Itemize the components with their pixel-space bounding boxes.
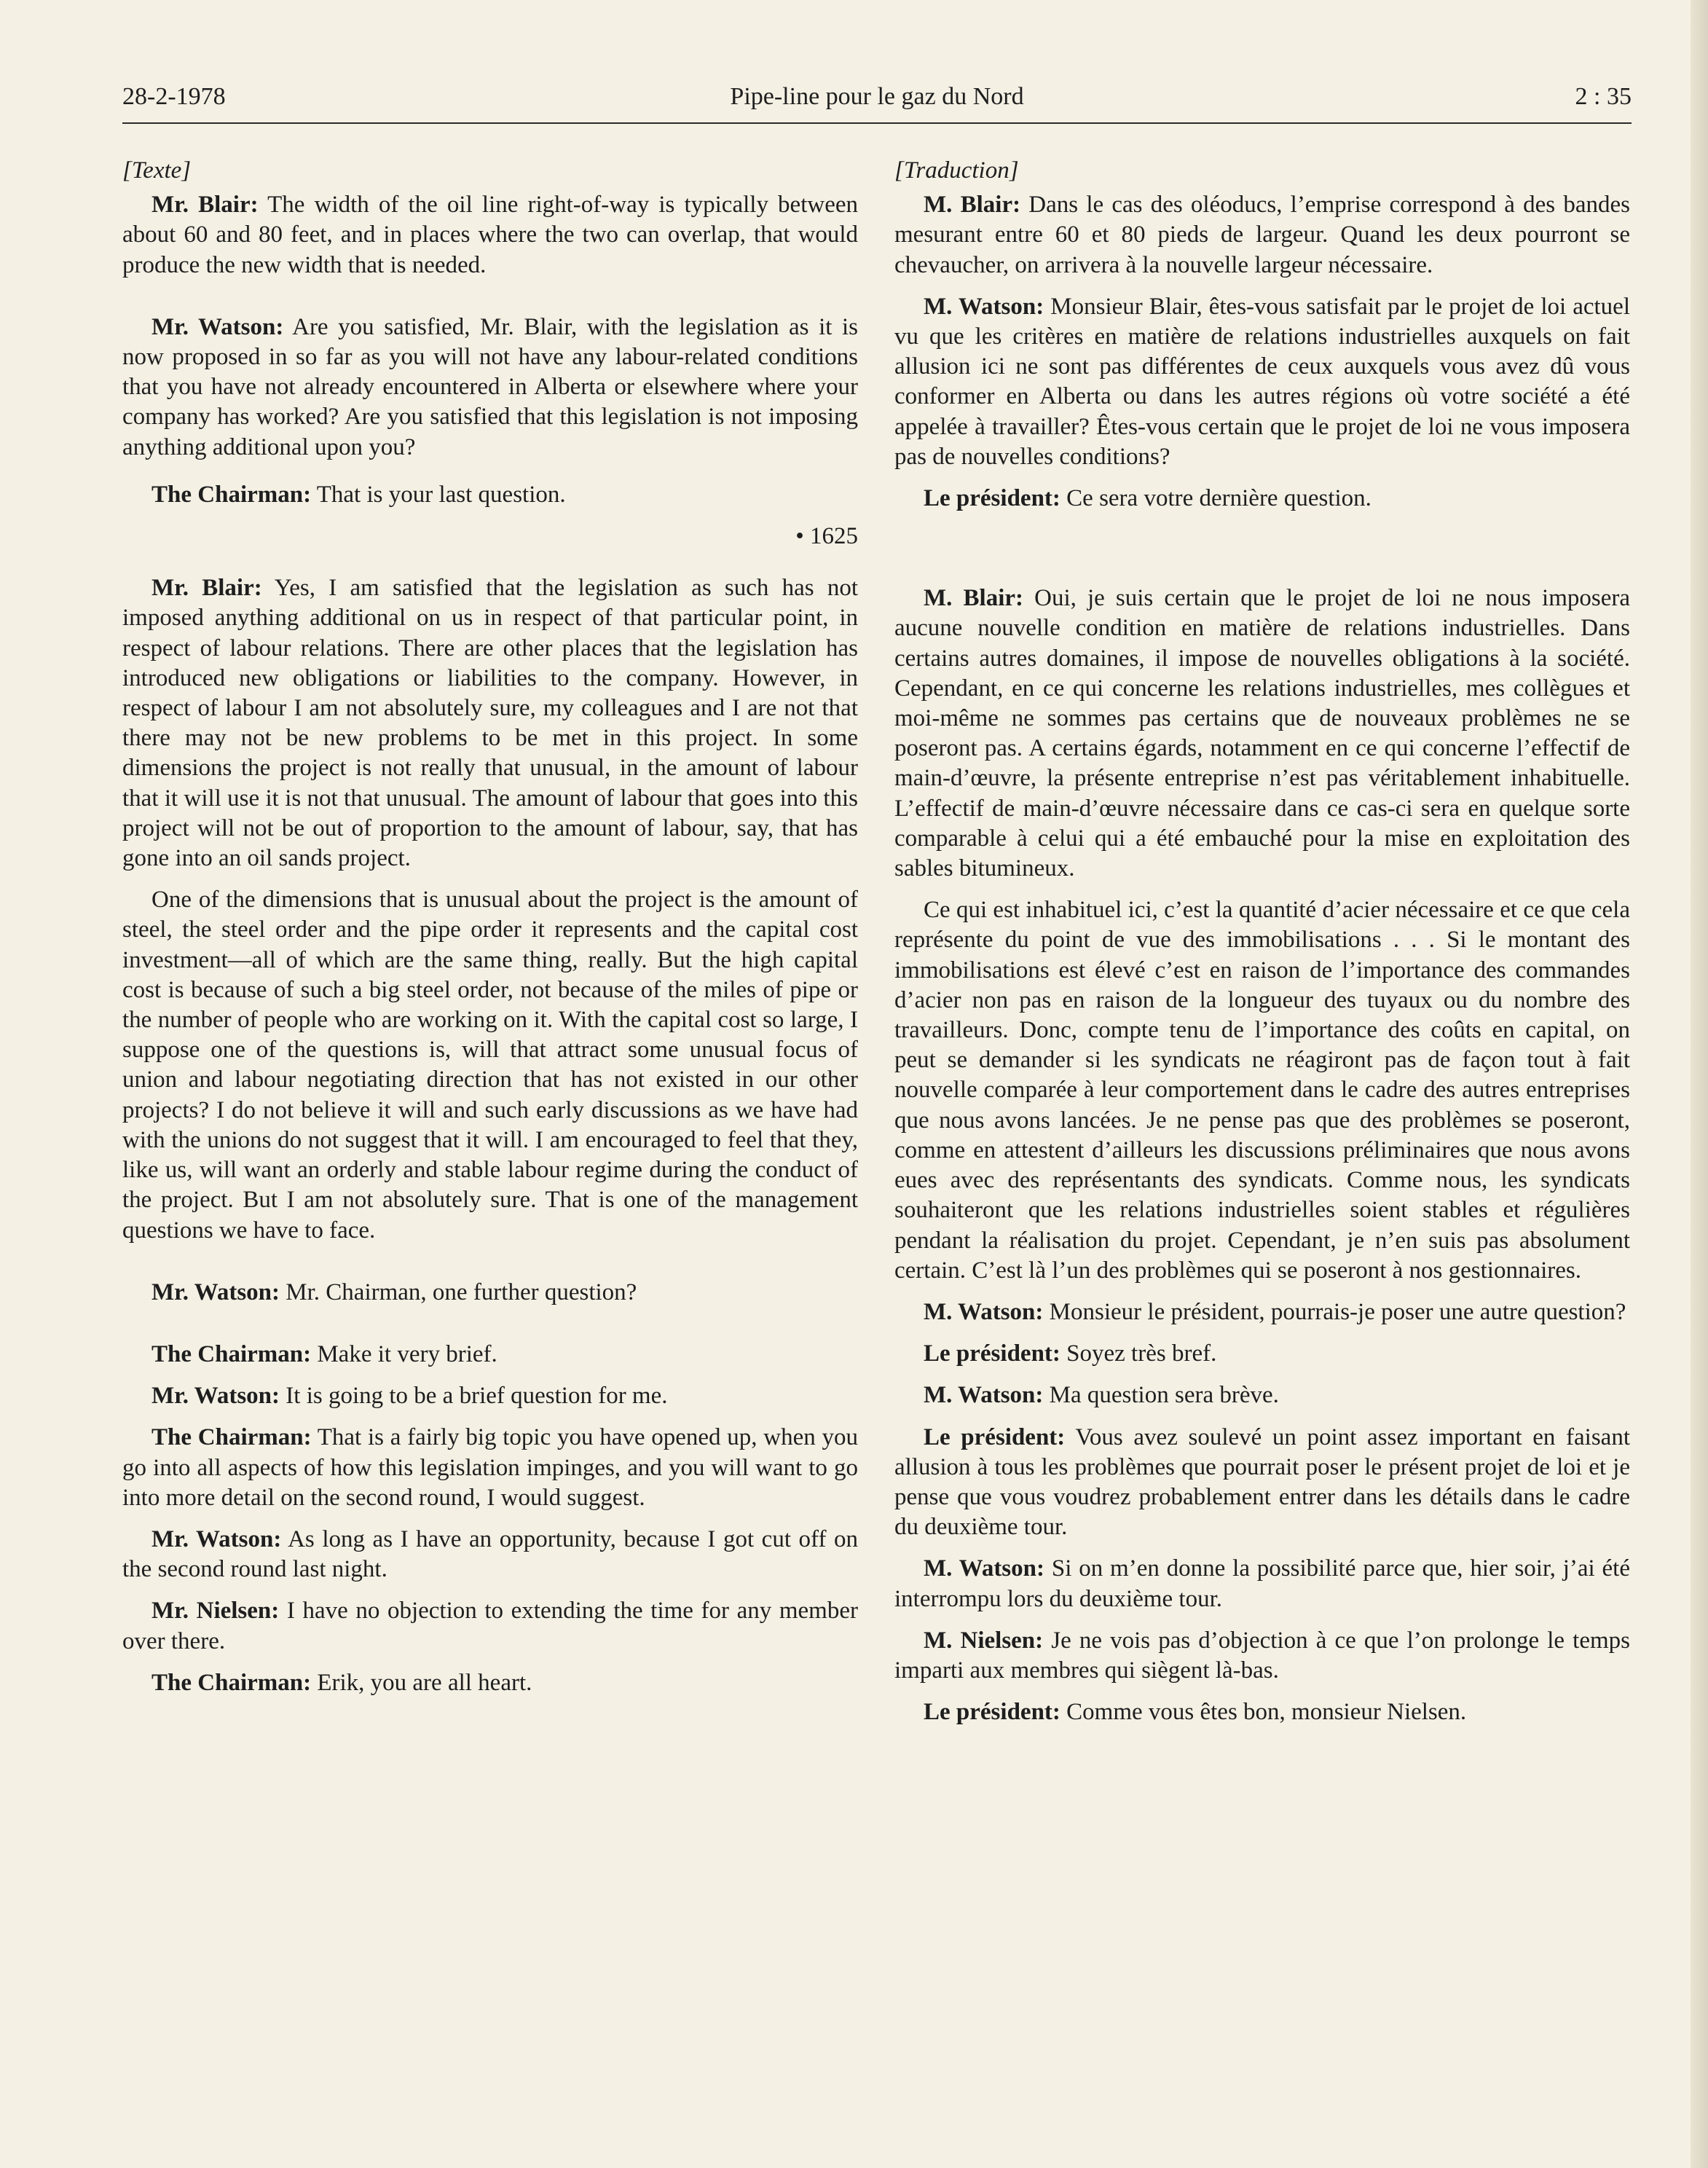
speaker-name: Le président: (924, 1423, 1066, 1450)
paragraph (894, 584, 1630, 884)
paragraph (894, 1339, 1630, 1369)
paragraph (122, 313, 858, 463)
paragraph (122, 1596, 858, 1656)
paragraph (894, 484, 1630, 514)
speaker-name: The Chairman: (151, 481, 312, 508)
speaker-name: M. Watson: (924, 1382, 1044, 1409)
speaker-name: M. Watson: (924, 1555, 1044, 1582)
paragraph (122, 573, 858, 873)
paragraph (894, 1423, 1630, 1543)
speech-text: Mr. Chairman, one further question? (280, 1279, 637, 1305)
paragraph (894, 190, 1630, 280)
speaker-name: Mr. Watson: (151, 1525, 282, 1552)
paragraph (122, 1668, 858, 1698)
speech-text: Make it very brief. (311, 1340, 497, 1367)
speaker-name: Mr. Blair: (151, 192, 259, 219)
paragraph (122, 1381, 858, 1411)
speech-text: Ma question sera brève. (1043, 1382, 1279, 1409)
speaker-name: Le président: (924, 1340, 1060, 1367)
speech-text: That is your last question. (311, 481, 566, 508)
paragraph (894, 1697, 1630, 1727)
speech-text: The width of the oil line right-of-way is typically between about 60 and 80 feet, and in places where the two can overlap, that would produce the new width that is needed. (122, 192, 858, 278)
speech-text: Monsieur le président, pourrais-je poser une autre question? (1043, 1298, 1626, 1325)
header-page-number: 2 : 35 (1575, 83, 1632, 110)
speech-text: Ce sera votre dernière question. (1060, 485, 1371, 512)
speaker-name: Mr. Watson: (151, 313, 284, 340)
english-column (122, 156, 858, 1710)
paragraph (122, 1340, 858, 1370)
speech-text: Are you satisfied, Mr. Blair, with the legislation as it is now proposed in so far as you will not have any labour-related conditions that you have not already encountered in Alberta or elsewhere where your company has worked? Are you satisfied that this legislation is not imposing anything additional upon you? (122, 313, 859, 460)
header-title: Pipe-line pour le gaz du Nord (730, 83, 1024, 110)
speaker-name: Le président: (924, 485, 1060, 512)
header-date: 28-2-1978 (122, 83, 226, 110)
speaker-name: Mr. Watson: (151, 1383, 280, 1410)
time-marker: • 1625 (795, 523, 858, 550)
speaker-name: The Chairman: (151, 1669, 312, 1696)
speech-text: Soyez très bref. (1060, 1340, 1217, 1367)
paragraph (894, 1380, 1630, 1410)
speech-text: Si on m’en donne la possibilité parce que, hier soir, j’ai été interrompu lors du deuxième tour. (894, 1555, 1630, 1612)
speaker-name: M. Watson: (924, 1298, 1044, 1325)
speaker-name: Mr. Blair: (151, 575, 262, 602)
french-column (894, 156, 1630, 1739)
speech-text: It is going to be a brief question for me. (280, 1383, 668, 1410)
speech-text: Je ne vois pas d’objection à ce que l’on prolonge le temps imparti aux membres qui siègent là-bas. (894, 1627, 1630, 1684)
speech-text: Monsieur Blair, êtes-vous satisfait par le projet de loi actuel vu que les critères en matière de relations industrielles auxquels on fait allusion ici ne sont pas différentes de ceux auxquels vous avez dû vous conformer en Alberta ou dans les autres régions où votre société a été appelée à travailler? Êtes-vous certain que le projet de loi ne vous imposera pas de nouvelles conditions? (894, 293, 1630, 470)
speech-text: Dans le cas des oléoducs, l’emprise correspond à des bandes mesurant entre 60 et 80 pieds de largeur. Quand les deux pourront se chevaucher, on arrivera à la nouvelle largeur nécessaire. (894, 192, 1630, 278)
speaker-name: M. Nielsen: (924, 1627, 1044, 1654)
speaker-name: The Chairman: (151, 1424, 312, 1451)
speaker-name: Mr. Nielsen: (151, 1598, 280, 1625)
paragraph (894, 1626, 1630, 1686)
speaker-name: Le président: (924, 1699, 1060, 1726)
paragraph (894, 1297, 1630, 1327)
speaker-name: Mr. Watson: (151, 1279, 280, 1305)
paragraph (894, 292, 1630, 472)
language-marker: [Texte] (122, 157, 192, 184)
speech-text: Vous avez soulevé un point assez important en faisant allusion à tous les problèmes que pourrait poser le présent projet de loi et je pense que vous voudrez probablement entrer dans les détails dans le cadre du deuxième tour. (894, 1423, 1630, 1541)
speaker-name: M. Watson: (924, 293, 1044, 320)
speaker-name: The Chairman: (151, 1340, 312, 1367)
page-binding-edge (1691, 0, 1708, 2168)
running-header (122, 79, 1632, 124)
paragraph (122, 1525, 858, 1584)
speech-text: As long as I have an opportunity, because I got cut off on the second round last night. (122, 1525, 858, 1583)
speech-text: Oui, je suis certain que le projet de loi ne nous imposera aucune nouvelle condition en matière de relations industrielles. Dans certains autres domaines, il impose de nouvelles obligations à la société. Cependant, en ce qui concerne les relations industrielles, mes collègues et moi-même ne sommes pas certains que de nouveaux problèmes ne se poseront pas. A certains égards, notamment en ce qui concerne l’effectif de main-d’œuvre, la présente entreprise n’est pas véritablement inhabituelle. L’effectif de main-d’œuvre nécessaire dans ce cas-ci sera en quelque sorte comparable à celui qui a été embauché pour la mise en exploitation des sables bitumineux. (894, 585, 1630, 882)
speech-text: Erik, you are all heart. (311, 1669, 532, 1696)
language-marker: [Traduction] (894, 157, 1019, 184)
paragraph (894, 1554, 1630, 1614)
paragraph (122, 1423, 858, 1513)
speaker-name: M. Blair: (924, 585, 1023, 612)
speech-text: I have no objection to extending the time for any member over there. (122, 1598, 858, 1654)
speaker-name: M. Blair: (924, 192, 1021, 219)
paragraph (122, 480, 858, 510)
paragraph: One of the dimensions that is unusual about the project is the amount of steel, the steel order and the pipe order it represents and the capital cost investment—all of which are the same thing, really. But the high capital cost is because of such a big steel order, not because of the miles of pipe or the number of people who are working on it. With the capital cost so large, I suppose one of the questions is, will that attract some unusual focus of union and labour negotiating direction that has not existed in our other projects? I do not believe it will and such early discussions as we have had with the unions do not suggest that it will. I am encouraged to feel that they, like us, will want an orderly and stable labour regime during the conduct of the project. But I am not absolutely sure. That is one of the management questions we have to face. (122, 887, 858, 1244)
paragraph: Ce qui est inhabituel ici, c’est la quantité d’acier nécessaire et ce que cela représente du point de vue des immobilisations . . . Si le montant des immobilisations est élevé c’est en raison de l’importance des commandes d’acier non pas en raison de la longueur des tuyaux ou du nombre des travailleurs. Donc, compte tenu de l’importance des coûts en capital, on peut se demander si les syndicats ne réagiront pas de façon tout à fait nouvelle comparée à leur comportement dans le cadre des autres entreprises que nous avons lancées. Je ne pense pas que des problèmes se poseront, comme en attestent d’ailleurs les discussions préliminaires que nous avons eues avec des représentants des syndicats. Comme nous, les syndicats souhaiteront que les relations industrielles soient stables et régulières pendant la réalisation du projet. Cependant, je n’en suis pas absolument certain. C’est là l’un des problèmes qui se poseront à nos gestionnaires. (894, 897, 1630, 1284)
speech-text: Comme vous êtes bon, monsieur Nielsen. (1060, 1699, 1467, 1726)
speech-text: Yes, I am satisfied that the legislation as such has not imposed anything additional on us in respect of that particular point, in respect of labour relations. There are other places that the legislation has introduced new obligations or liabilities to the company. However, in respect of labour I am not absolutely sure, my colleagues and I are not that there may not be new problems to be met in this project. In some dimensions the project is not really that unusual, in the amount of labour that it will use it is not that unusual. The amount of labour that goes into this project will not be out of proportion to the amount of labour, say, that has gone into an oil sands project. (122, 575, 858, 872)
speech-text: That is a fairly big topic you have opened up, when you go into all aspects of how this legislation impinges, and you will want to go into more detail on the second round, I would suggest. (122, 1424, 859, 1511)
paragraph (122, 190, 858, 280)
paragraph (122, 1278, 858, 1308)
